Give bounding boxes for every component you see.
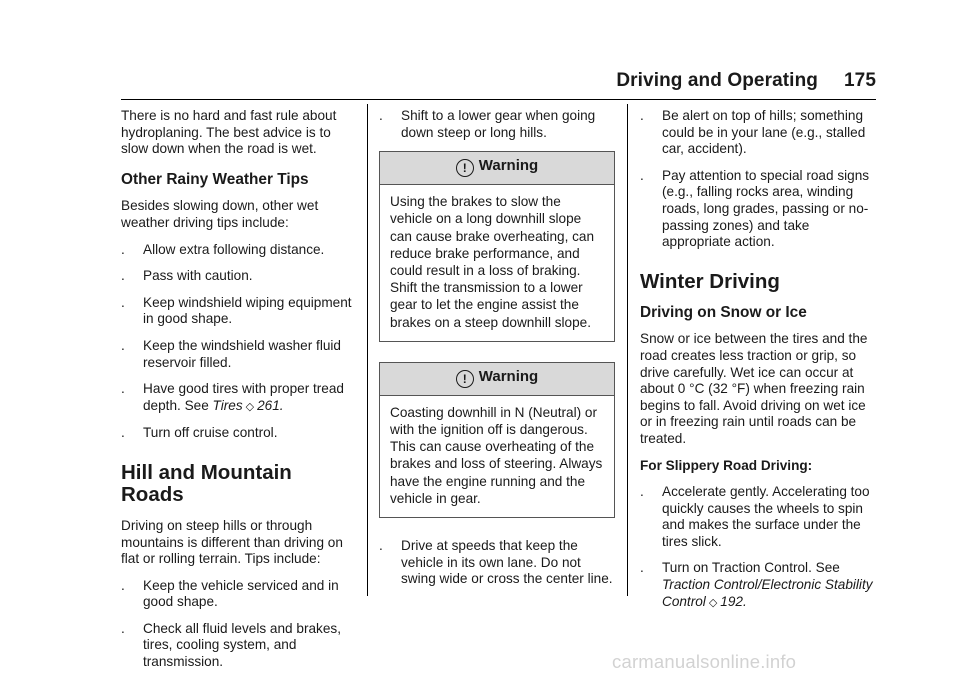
hill-heading: Hill and Mountain Roads xyxy=(121,460,292,506)
list-item: . Turn on Traction Control. See Traction Control/Electronic Stability Control ◇ 192. xyxy=(640,560,876,611)
watermark: carmanualsonline.info xyxy=(612,651,797,672)
snow-paragraph: Snow or ice between the tires and the road creates less traction or grip, so drive carefully. Wet ice can occur at about 0 °C (32 °F) when freezing rain begins to fall. Avoid driving on wet ice or in freezing rain until roads can be treated. xyxy=(640,331,868,446)
list-item: . Keep windshield wiping equipment in good shape. xyxy=(121,294,352,327)
page-ref-icon: ◇ xyxy=(708,596,718,609)
page-ref-icon: ◇ xyxy=(245,400,255,413)
list-item: . Be alert on top of hills; something could be in your lane (e.g., stalled car, accident). xyxy=(640,108,866,157)
column-divider-2 xyxy=(627,104,628,596)
list-item: . Check all fluid levels and brakes, tires, cooling system, and transmission. xyxy=(121,620,341,670)
list-item: . Pass with caution. xyxy=(121,268,253,284)
page-header xyxy=(616,70,876,92)
column-divider-1 xyxy=(367,104,368,596)
section-title: Driving and Operating xyxy=(616,70,818,91)
hydroplaning-paragraph: There is no hard and fast rule about hydroplaning. The best advice is to slow down when the road is wet. xyxy=(121,108,337,157)
list-item: . Keep the windshield washer fluid reservoir filled. xyxy=(121,337,341,370)
rainy-intro: Besides slowing down, other wet weather driving tips include: xyxy=(121,198,319,230)
list-item: . Have good tires with proper tread depth. See Tires ◇ 261. xyxy=(121,381,357,415)
winter-heading: Winter Driving xyxy=(640,269,780,293)
traction-control-link[interactable]: Traction Control/Electronic Stability Control ◇ 192. xyxy=(662,577,873,609)
warning-box-brakes xyxy=(379,151,615,342)
slippery-heading: For Slippery Road Driving: xyxy=(640,457,813,473)
warning-text: Using the brakes to slow the vehicle on a long downhill slope can cause brake overheating, can reduce brake performance, and could result in a loss of braking. Shift the transmission to a lower gear to let the engine assist the brakes on a steep downhill slope. xyxy=(390,194,595,330)
list-item: . Pay attention to special road signs (e.g., falling rocks area, winding roads, long grades, passing or no-passing zones) and take appropriate action. xyxy=(640,167,870,250)
list-item: . Accelerate gently. Accelerating too quickly causes the wheels to spin and makes the surface under the tires slick. xyxy=(640,484,870,549)
snow-heading: Driving on Snow or Ice xyxy=(640,303,807,321)
hill-intro: Driving on steep hills or through mountains is different than driving on flat or rolling terrain. Tips include: xyxy=(121,517,343,567)
warning-header: ! Warning xyxy=(380,363,614,396)
page-number: 175 xyxy=(843,70,876,91)
warning-icon: ! xyxy=(456,370,474,388)
list-item: . Allow extra following distance. xyxy=(121,241,325,257)
rainy-heading: Other Rainy Weather Tips xyxy=(121,170,309,188)
list-item: . Drive at speeds that keep the vehicle in its own lane. Do not swing wide or cross the center line. xyxy=(379,538,613,587)
warning-header: ! Warning xyxy=(380,152,614,185)
list-item: . Shift to a lower gear when going down steep or long hills. xyxy=(379,108,596,140)
warning-icon: ! xyxy=(456,159,474,177)
list-item: . Turn off cruise control. xyxy=(121,425,278,441)
warning-box-coasting xyxy=(379,362,615,518)
warning-text: Coasting downhill in N (Neutral) or with the ignition off is dangerous. This can cause overheating of the brakes and loss of steering. Always have the engine running and the vehicle in gear. xyxy=(390,404,603,506)
column-2 xyxy=(379,108,615,598)
column-1 xyxy=(121,108,357,681)
list-item: . Keep the vehicle serviced and in good shape. xyxy=(121,577,339,610)
tires-link[interactable]: Tires ◇ 261. xyxy=(213,398,284,413)
header-rule xyxy=(121,99,876,100)
column-3 xyxy=(640,108,876,621)
